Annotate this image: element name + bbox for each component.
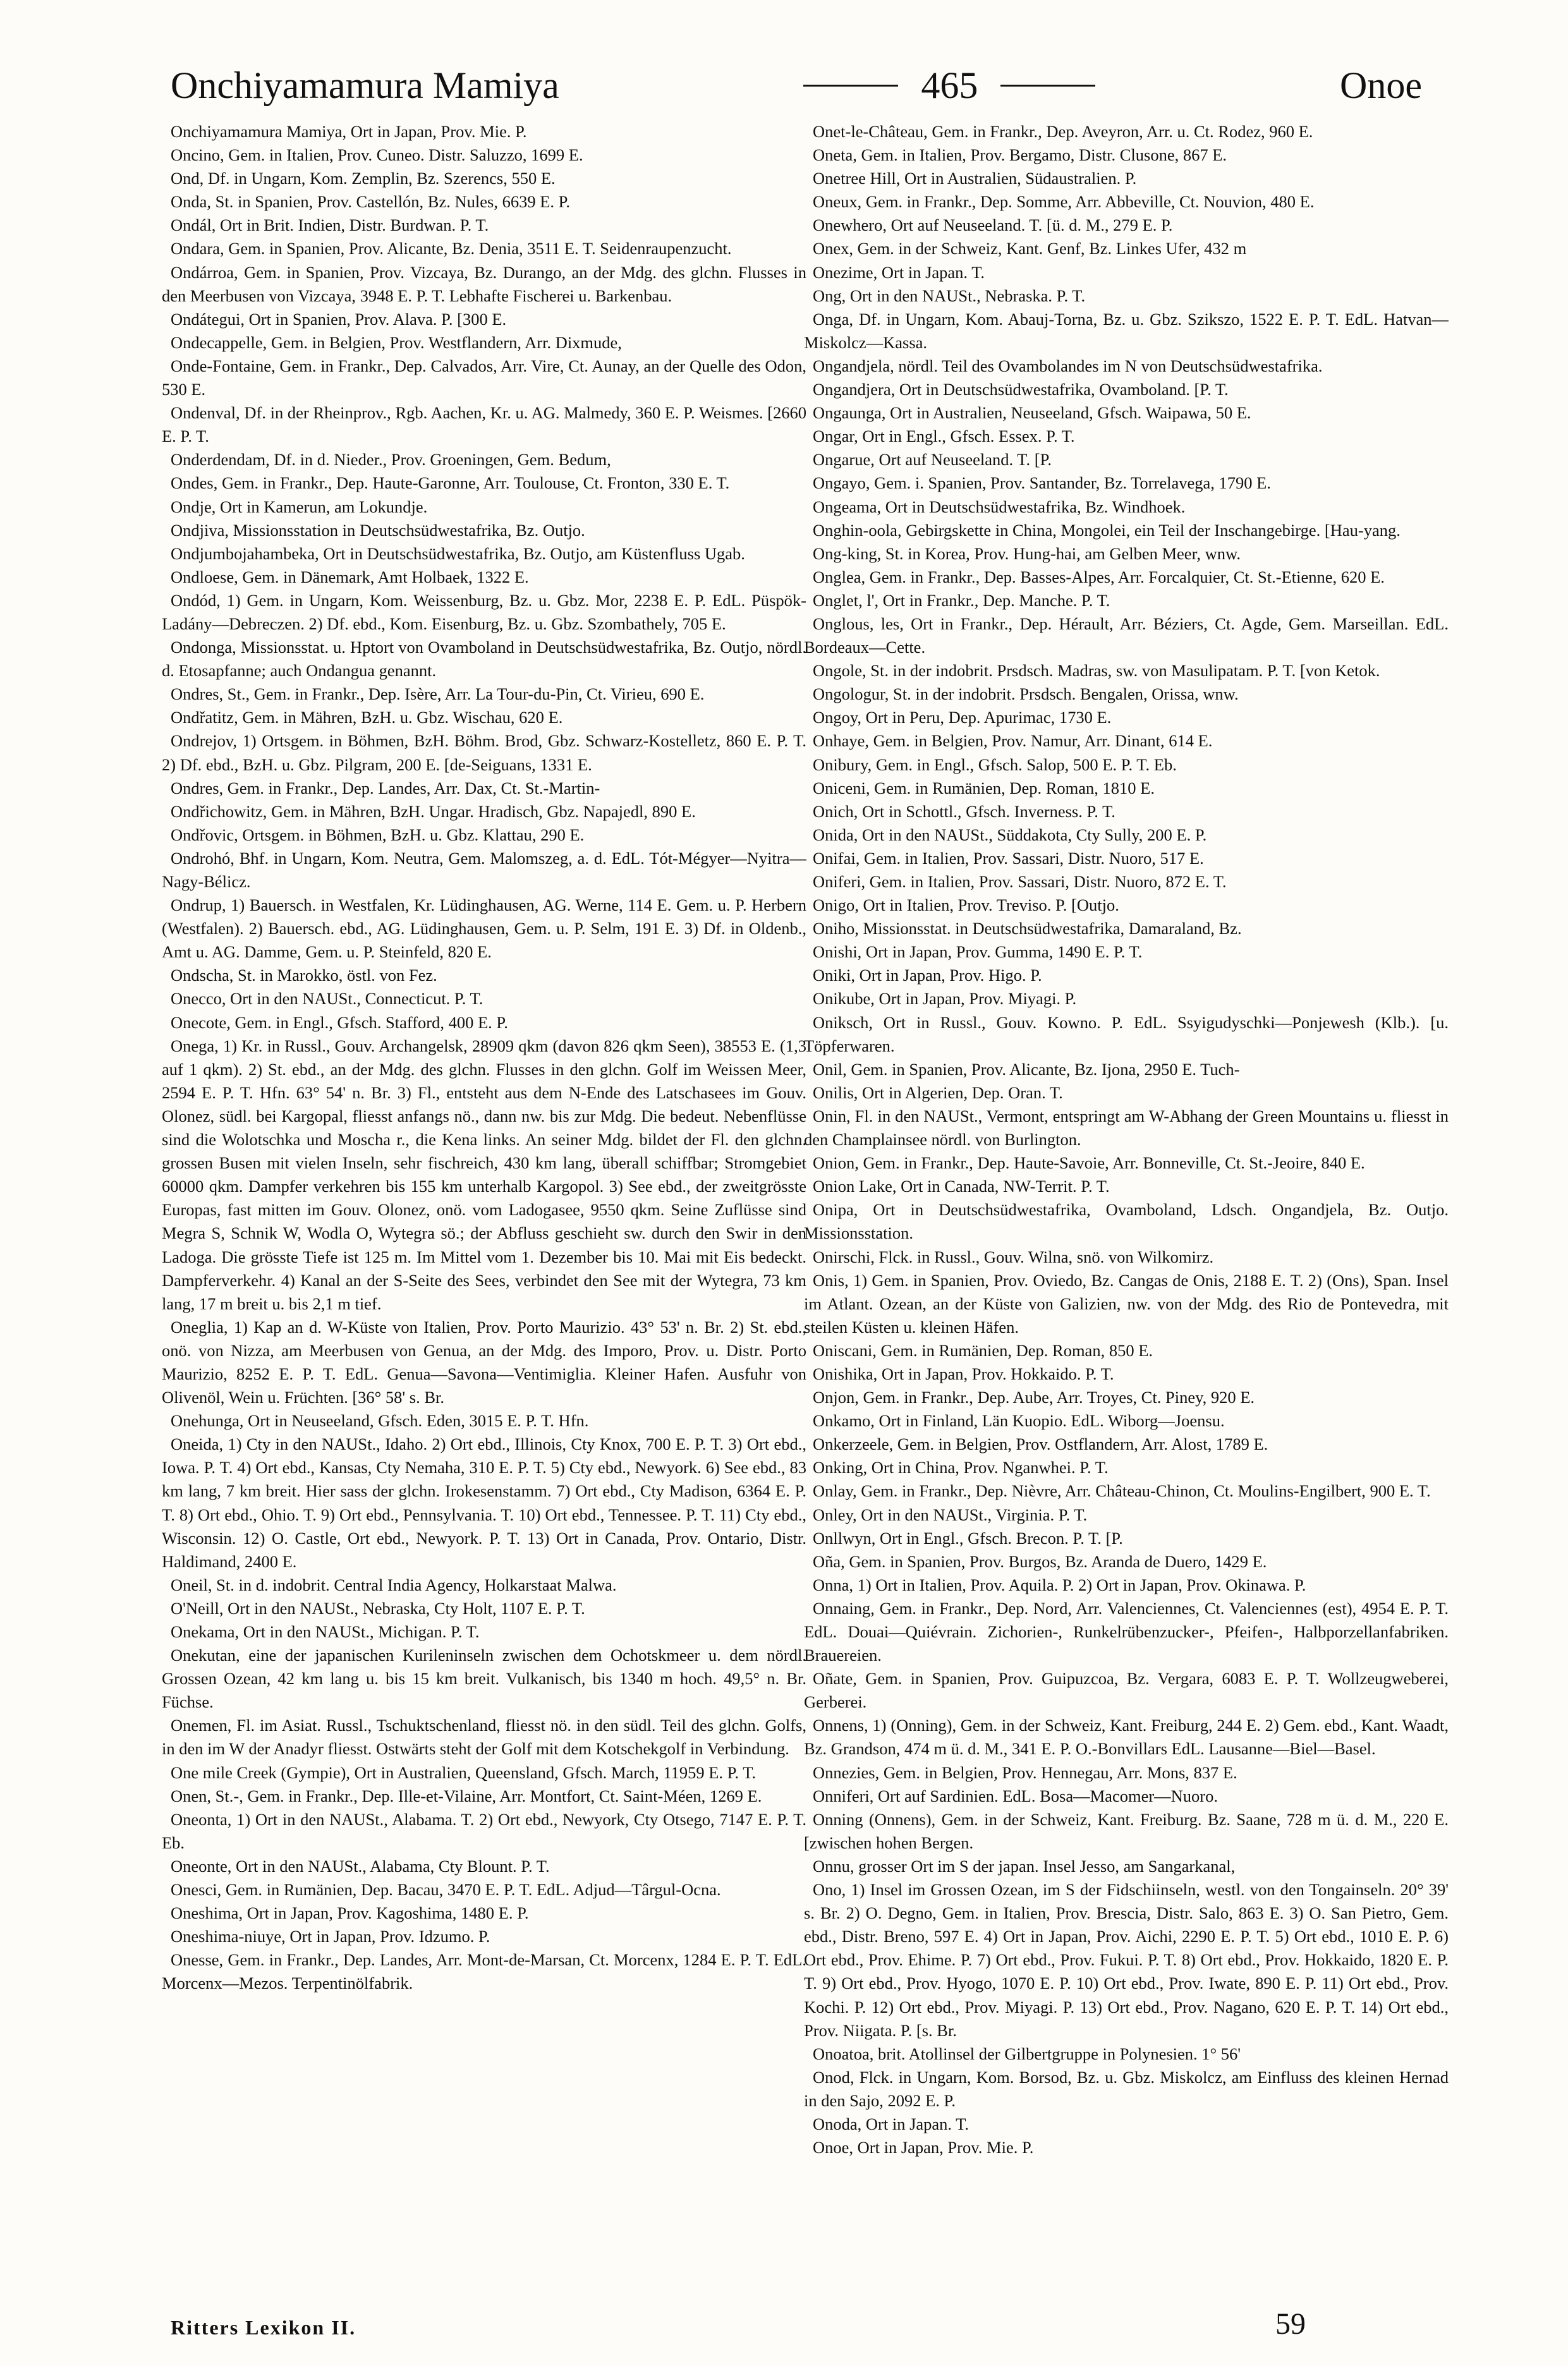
dictionary-entry: Onilis, Ort in Algerien, Dep. Oran. T. bbox=[813, 1083, 1063, 1102]
dictionary-entry: Oñate, Gem. in Spanien, Prov. Guipuzcoa, Bz. Vergara, 6083 E. P. T. Wollzeugweberei, Gerberei. bbox=[804, 1669, 1449, 1712]
header-right-headword: Onoe bbox=[1340, 64, 1422, 106]
dictionary-entry: Onishika, Ort in Japan, Prov. Hokkaido. P. T. bbox=[813, 1364, 1114, 1383]
dictionary-entry: Onil, Gem. in Spanien, Prov. Alicante, Bz. Ijona, 2950 E. Tuch- bbox=[813, 1059, 1240, 1079]
dictionary-entry: Onkerzeele, Gem. in Belgien, Prov. Ostflandern, Arr. Alost, 1789 E. bbox=[813, 1435, 1268, 1454]
dictionary-entry: Ondje, Ort in Kamerun, am Lokundje. bbox=[171, 497, 428, 516]
dictionary-entry: Onewhero, Ort auf Neuseeland. T. [ü. d. M., 279 E. P. bbox=[813, 215, 1173, 235]
dictionary-entry: Onikube, Ort in Japan, Prov. Miyagi. P. bbox=[813, 989, 1077, 1009]
dictionary-entry: Onnezies, Gem. in Belgien, Prov. Hennegau, Arr. Mons, 837 E. bbox=[813, 1762, 1237, 1782]
dictionary-entry: Oneshima, Ort in Japan, Prov. Kagoshima, 1480 E. P. bbox=[171, 1903, 529, 1923]
dictionary-entry: Ongeama, Ort in Deutschsüdwestafrika, Bz. Windhoek. bbox=[813, 497, 1186, 516]
dictionary-entry: Ondátegui, Ort in Spanien, Prov. Alava. P. [300 E. bbox=[171, 309, 507, 329]
dictionary-entry: Onod, Flck. in Ungarn, Kom. Borsod, Bz. u. Gbz. Miskolcz, am Einfluss des kleinen Hernad in den Sajo, 2092 E. P. bbox=[804, 2067, 1449, 2110]
dictionary-entry: Ondřatitz, Gem. in Mähren, BzH. u. Gbz. Wischau, 620 E. bbox=[171, 708, 563, 727]
dictionary-entry: Onjon, Gem. in Frankr., Dep. Aube, Arr. Troyes, Ct. Piney, 920 E. bbox=[813, 1388, 1255, 1407]
dictionary-entry: Onglous, les, Ort in Frankr., Dep. Hérault, Arr. Béziers, Ct. Agde, Gem. Marseillan. EdL. Bordeaux—Cette. bbox=[804, 614, 1449, 657]
header-left-headword: Onchiyamamura Mamiya bbox=[171, 64, 559, 106]
dictionary-entry: Ondara, Gem. in Spanien, Prov. Alicante, Bz. Denia, 3511 E. T. Seidenraupenzucht. bbox=[171, 239, 732, 258]
dictionary-entry: Ong, Ort in den NAUSt., Nebraska. P. T. bbox=[813, 286, 1086, 305]
dictionary-entry: Ondenval, Df. in der Rheinprov., Rgb. Aachen, Kr. u. AG. Malmedy, 360 E. P. Weismes. [2660 E. P. T. bbox=[162, 403, 806, 446]
dictionary-entry: Oneonta, 1) Ort in den NAUSt., Alabama. T. 2) Ort ebd., Newyork, Cty Otsego, 7147 E. P. T. Eb. bbox=[162, 1809, 806, 1852]
dictionary-entry: Ondrup, 1) Bauersch. in Westfalen, Kr. Lüdinghausen, AG. Werne, 114 E. Gem. u. P. Herbern (Westfalen). 2) Bauersch. ebd., AG. Lüdinghausen, Gem. u. P. Selm, 191 E. 3) Df. in Oldenb., Amt u. AG. Damme, Gem. u. P. Steinfeld, 820 E. bbox=[162, 895, 806, 962]
dictionary-entry: Onesci, Gem. in Rumänien, Dep. Bacau, 3470 E. P. T. EdL. Adjud—Târgul-Ocna. bbox=[171, 1880, 721, 1900]
dictionary-entry: Onoatoa, brit. Atollinsel der Gilbertgruppe in Polynesien. 1° 56' bbox=[813, 2044, 1241, 2063]
dictionary-entry: Ongarue, Ort auf Neuseeland. T. [P. bbox=[813, 450, 1052, 470]
dictionary-entry: Onnaing, Gem. in Frankr., Dep. Nord, Arr. Valenciennes, Ct. Valenciennes (est), 4954 E. P. T. EdL. Douai—Quiévrain. Zichorien-, Runkelrübenzucker-, Pfeifen-, Halbporzellanfabriken. Brauereien. bbox=[804, 1598, 1449, 1665]
page-number: 465 bbox=[921, 64, 978, 106]
dictionary-entry: Ondjiva, Missionsstation in Deutschsüdwestafrika, Bz. Outjo. bbox=[171, 520, 585, 540]
dictionary-entry: Oneida, 1) Cty in den NAUSt., Idaho. 2) Ort ebd., Illinois, Cty Knox, 700 E. P. T. 3) Ort ebd., Iowa. P. T. 4) Ort ebd., Kansas, Cty Nemaha, 310 E. P. T. 5) Cty ebd., Newyork. 6) See ebd., 83 km lang, 7 km breit. Hier sass der glchn. Irokesenstamm. 7) Ort ebd., Cty Madison, 6364 E. P. T. 8) Ort ebd., Ohio. T. 9) Ort ebd., Pennsylvania. T. 10) Ort ebd., Tennessee. P. T. 11) Cty ebd., Wisconsin. 12) O. Castle, Ort ebd., Newyork. P. T. 13) Ort in Canada, Prov. Ontario, Distr. Haldimand, 2400 E. bbox=[162, 1435, 806, 1571]
dictionary-entry: One mile Creek (Gympie), Ort in Australien, Queensland, Gfsch. March, 11959 E. P. T. bbox=[171, 1762, 757, 1782]
dictionary-entry: Onetree Hill, Ort in Australien, Südaustralien. P. bbox=[813, 169, 1137, 188]
dictionary-entry: Onniferi, Ort auf Sardinien. EdL. Bosa—Macomer—Nuoro. bbox=[813, 1786, 1218, 1805]
dictionary-entry: Onecco, Ort in den NAUSt., Connecticut. P. T. bbox=[171, 989, 483, 1009]
dictionary-entry: Ondjumbojahambeka, Ort in Deutschsüdwestafrika, Bz. Outjo, am Küstenfluss Ugab. bbox=[171, 543, 745, 563]
running-header bbox=[171, 38, 1422, 133]
dictionary-entry: Onghin-oola, Gebirgskette in China, Mongolei, ein Teil der Inschangebirge. [Hau-yang. bbox=[813, 520, 1401, 540]
right-column bbox=[804, 120, 1449, 2275]
dictionary-entry: Oniceni, Gem. in Rumänien, Dep. Roman, 1810 E. bbox=[813, 778, 1155, 798]
dictionary-entry: Ondonga, Missionsstat. u. Hptort von Ovamboland in Deutschsüdwestafrika, Bz. Outjo, nördl. d. Etosapfanne; auch Ondangua genannt. bbox=[162, 638, 806, 681]
dictionary-entry: Onna, 1) Ort in Italien, Prov. Aquila. P. 2) Ort in Japan, Prov. Okinawa. P. bbox=[813, 1575, 1306, 1594]
left-column bbox=[162, 120, 806, 2275]
dictionary-entry: Ondřichowitz, Gem. in Mähren, BzH. Ungar. Hradisch, Gbz. Napajedl, 890 E. bbox=[171, 801, 696, 821]
dictionary-entry: Onglea, Gem. in Frankr., Dep. Basses-Alpes, Arr. Forcalquier, Ct. St.-Etienne, 620 E. bbox=[813, 567, 1385, 586]
dictionary-entry: Onin, Fl. in den NAUSt., Vermont, entspringt am W-Abhang der Green Mountains u. fliesst in den Champlainsee nördl. von Burlington. bbox=[804, 1106, 1449, 1150]
dictionary-entry: Ongole, St. in der indobrit. Prsdsch. Madras, sw. von Masulipatam. P. T. [von Ketok. bbox=[813, 661, 1380, 681]
dictionary-entry: Onega, 1) Kr. in Russl., Gouv. Archangelsk, 28909 qkm (davon 826 qkm Seen), 38553 E. (1,3 auf 1 qkm). 2) St. ebd., an der Mdg. des glchn. Flusses in den glchn. Golf im Weissen Meer, 2594 E. P. T. Hfn. 63° 54' n. Br. 3) Fl., entsteht aus dem N-Ende des Latschasees im Gouv. Olonez, südl. bei Kargopal, fliesst anfangs nö., dann nw. bis zur Mdg. Die bedeut. Nebenflüsse sind die Wolotschka und Moscha r., die Kena links. An seiner Mdg. bildet der Fl. den glchn. grossen Busen mit vielen Inseln, sehr fischreich, 430 km lang, überall schiffbar; Stromgebiet 60000 qkm. Dampfer verkehren bis 155 km unterhalb Kargopol. 3) See ebd., der zweitgrösste Europas, fast mitten im Gouv. Olonez, onö. vom Ladogasee, 9550 qkm. Seine Zuflüsse sind Megra S, Schnik W, Wodla O, Wytegra sö.; der Abfluss geschieht sw. durch den Swir in den Ladoga. Die grösste Tiefe ist 125 m. Im Mittel vom 1. Dezember bis 10. Mai mit Eis bedeckt. Dampferverkehr. 4) Kanal an der S-Seite des Sees, verbindet den See mit der Wytegra, 73 km lang, 17 m breit u. bis 2,1 m tief. bbox=[162, 1036, 806, 1313]
dictionary-entry: Onet-le-Château, Gem. in Frankr., Dep. Aveyron, Arr. u. Ct. Rodez, 960 E. bbox=[813, 122, 1313, 141]
dictionary-entry: Oniksch, Ort in Russl., Gouv. Kowno. P. EdL. Ssyigudyschki—Ponjewesh (Klb.). [u. Töpferwaren. bbox=[804, 1012, 1449, 1055]
dictionary-entry: Onex, Gem. in der Schweiz, Kant. Genf, Bz. Linkes Ufer, 432 m bbox=[813, 239, 1247, 258]
header-rule-right bbox=[1000, 85, 1095, 87]
dictionary-entry: Ongoy, Ort in Peru, Dep. Apurimac, 1730 E. bbox=[813, 708, 1112, 727]
dictionary-entry: Oncino, Gem. in Italien, Prov. Cuneo. Distr. Saluzzo, 1699 E. bbox=[171, 145, 583, 165]
dictionary-entry: Oniscani, Gem. in Rumänien, Dep. Roman, 850 E. bbox=[813, 1340, 1153, 1360]
dictionary-entry: Onde-Fontaine, Gem. in Frankr., Dep. Calvados, Arr. Vire, Ct. Aunay, an der Quelle des Odon, 530 E. bbox=[162, 356, 806, 399]
dictionary-entry: Onking, Ort in China, Prov. Nganwhei. P. T. bbox=[813, 1458, 1109, 1477]
dictionary-entry: Onlay, Gem. in Frankr., Dep. Nièvre, Arr. Château-Chinon, Ct. Moulins-Engilbert, 900 E. T. bbox=[813, 1481, 1431, 1501]
header-rule-left bbox=[803, 85, 898, 87]
dictionary-entry: Oneshima-niuye, Ort in Japan, Prov. Idzumo. P. bbox=[171, 1927, 490, 1946]
dictionary-entry: Onley, Ort in den NAUSt., Virginia. P. T. bbox=[813, 1505, 1088, 1524]
dictionary-entry: Ono, 1) Insel im Grossen Ozean, im S der Fidschiinseln, westl. von den Tongainseln. 20° 39' s. Br. 2) O. Degno, Gem. in Italien, Prov. Brescia, Distr. Salo, 863 E. 3) O. San Pietro, Gem. ebd., Distr. Breno, 597 E. 4) Ort in Japan, Prov. Aichi, 2290 E. P. T. 5) Ort ebd., 1010 E. P. 6) Ort ebd., Prov. Ehime. P. 7) Ort ebd., Prov. Fukui. P. T. 8) Ort ebd., Prov. Hokkaido, 1820 E. P. T. 9) Ort ebd., Prov. Hyogo, 1070 E. P. 10) Ort ebd., Prov. Iwate, 890 E. P. 11) Ort ebd., Prov. Kochi. P. 12) Ort ebd., Prov. Miyagi. P. 13) Ort ebd., Prov. Nagano, 620 E. P. T. 14) Ort ebd., Prov. Niigata. P. [s. Br. bbox=[804, 1880, 1449, 2040]
footer-signature: Ritters Lexikon II. bbox=[171, 2316, 356, 2339]
dictionary-entry: Onehunga, Ort in Neuseeland, Gfsch. Eden, 3015 E. P. T. Hfn. bbox=[171, 1411, 589, 1431]
dictionary-entry: Onnens, 1) (Onning), Gem. in der Schweiz, Kant. Freiburg, 244 E. 2) Gem. ebd., Kant. Waadt, Bz. Grandson, 474 m ü. d. M., 341 E. P. O.-Bonvillars EdL. Lausanne—Biel—Basel. bbox=[804, 1716, 1449, 1759]
dictionary-entry: Ond, Df. in Ungarn, Kom. Zemplin, Bz. Szerencs, 550 E. bbox=[171, 169, 556, 188]
header-page-number-group bbox=[803, 64, 1095, 107]
dictionary-entry: Ondřovic, Ortsgem. in Böhmen, BzH. u. Gbz. Klattau, 290 E. bbox=[171, 825, 585, 844]
dictionary-entry: Onen, St.-, Gem. in Frankr., Dep. Ille-et-Vilaine, Arr. Montfort, Ct. Saint-Méen, 1269 E. bbox=[171, 1786, 762, 1805]
dictionary-entry: Onibury, Gem. in Engl., Gfsch. Salop, 500 E. P. T. Eb. bbox=[813, 755, 1177, 774]
dictionary-entry: Oneux, Gem. in Frankr., Dep. Somme, Arr. Abbeville, Ct. Nouvion, 480 E. bbox=[813, 192, 1315, 212]
dictionary-entry: Ong-king, St. in Korea, Prov. Hung-hai, am Gelben Meer, wnw. bbox=[813, 543, 1241, 563]
dictionary-entry: Ondrohó, Bhf. in Ungarn, Kom. Neutra, Gem. Malomszeg, a. d. EdL. Tót-Mégyer—Nyitra—Nagy-Bélicz. bbox=[162, 848, 806, 891]
dictionary-entry: Oneonte, Ort in den NAUSt., Alabama, Cty Blount. P. T. bbox=[171, 1856, 550, 1876]
dictionary-entry: Ondrejov, 1) Ortsgem. in Böhmen, BzH. Böhm. Brod, Gbz. Schwarz-Kostelletz, 860 E. P. T. 2) Df. ebd., BzH. u. Gbz. Pilgram, 200 E. [de-Seiguans, 1331 E. bbox=[162, 731, 806, 774]
dictionary-entry: Onesse, Gem. in Frankr., Dep. Landes, Arr. Mont-de-Marsan, Ct. Morcenx, 1284 E. P. T. EdL. Morcenx—Mezos. Terpentinölfabrik. bbox=[162, 1950, 806, 1993]
dictionary-entry: Ondecappelle, Gem. in Belgien, Prov. Westflandern, Arr. Dixmude, bbox=[171, 332, 622, 352]
dictionary-entry: Onda, St. in Spanien, Prov. Castellón, Bz. Nules, 6639 E. P. bbox=[171, 192, 571, 212]
dictionary-entry: Onning (Onnens), Gem. in der Schweiz, Kant. Freiburg. Bz. Saane, 728 m ü. d. M., 220 E. [zwischen hohen Bergen. bbox=[804, 1809, 1449, 1852]
dictionary-entry: Ondres, St., Gem. in Frankr., Dep. Isère, Arr. La Tour-du-Pin, Ct. Virieu, 690 E. bbox=[171, 684, 705, 704]
dictionary-entry: Ongologur, St. in der indobrit. Prsdsch. Bengalen, Orissa, wnw. bbox=[813, 684, 1239, 704]
dictionary-entry: Ondód, 1) Gem. in Ungarn, Kom. Weissenburg, Bz. u. Gbz. Mor, 2238 E. P. EdL. Püspök-Ladány—Debreczen. 2) Df. ebd., Kom. Eisenburg, Bz. u. Gbz. Szombathely, 705 E. bbox=[162, 590, 806, 633]
dictionary-entry: Ongandjera, Ort in Deutschsüdwestafrika, Ovamboland. [P. T. bbox=[813, 380, 1229, 399]
dictionary-entry: Onida, Ort in den NAUSt., Süddakota, Cty Sully, 200 E. P. bbox=[813, 825, 1207, 844]
dictionary-entry: Onion, Gem. in Frankr., Dep. Haute-Savoie, Arr. Bonneville, Ct. St.-Jeoire, 840 E. bbox=[813, 1153, 1365, 1173]
dictionary-entry: Ongar, Ort in Engl., Gfsch. Essex. P. T. bbox=[813, 427, 1075, 446]
dictionary-entry: Ondres, Gem. in Frankr., Dep. Landes, Arr. Dax, Ct. St.-Martin- bbox=[171, 778, 600, 798]
dictionary-entry: Onipa, Ort in Deutschsüdwestafrika, Ovamboland, Ldsch. Ongandjela, Bz. Outjo. Missionsstation. bbox=[804, 1200, 1449, 1243]
dictionary-entry: Onecote, Gem. in Engl., Gfsch. Stafford, 400 E. P. bbox=[171, 1012, 508, 1032]
dictionary-entry: Oniho, Missionsstat. in Deutschsüdwestafrika, Damaraland, Bz. bbox=[813, 919, 1242, 938]
dictionary-entry: Onoe, Ort in Japan, Prov. Mie. P. bbox=[813, 2138, 1034, 2157]
dictionary-entry: Onich, Ort in Schottl., Gfsch. Inverness. P. T. bbox=[813, 801, 1115, 821]
dictionary-entry: Onkamo, Ort in Finland, Län Kuopio. EdL. Wiborg—Joensu. bbox=[813, 1411, 1225, 1431]
dictionary-entry: Ondál, Ort in Brit. Indien, Distr. Burdwan. P. T. bbox=[171, 215, 489, 235]
dictionary-entry: Oniki, Ort in Japan, Prov. Higo. P. bbox=[813, 966, 1042, 985]
dictionary-entry: Onoda, Ort in Japan. T. bbox=[813, 2114, 969, 2133]
dictionary-entry: O'Neill, Ort in den NAUSt., Nebraska, Cty Holt, 1107 E. P. T. bbox=[171, 1598, 585, 1618]
dictionary-entry: Oña, Gem. in Spanien, Prov. Burgos, Bz. Aranda de Duero, 1429 E. bbox=[813, 1551, 1267, 1571]
dictionary-entry: Onekutan, eine der japanischen Kurileninseln zwischen dem Ochotskmeer u. dem nördl. Grossen Ozean, 42 km lang u. bis 15 km breit. Vulkanisch, bis 1340 m hoch. 49,5° n. Br. Füchse. bbox=[162, 1646, 806, 1712]
dictionary-entry: Onirschi, Flck. in Russl., Gouv. Wilna, snö. von Wilkomirz. bbox=[813, 1247, 1214, 1266]
dictionary-entry: Onishi, Ort in Japan, Prov. Gumma, 1490 E. P. T. bbox=[813, 942, 1143, 962]
dictionary-entry: Onekama, Ort in den NAUSt., Michigan. P. T. bbox=[171, 1622, 480, 1641]
dictionary-entry: Ongaunga, Ort in Australien, Neuseeland, Gfsch. Waipawa, 50 E. bbox=[813, 403, 1251, 423]
dictionary-entry: Onigo, Ort in Italien, Prov. Treviso. P. [Outjo. bbox=[813, 895, 1119, 915]
dictionary-entry: Onifai, Gem. in Italien, Prov. Sassari, Distr. Nuoro, 517 E. bbox=[813, 848, 1204, 868]
dictionary-entry: Onis, 1) Gem. in Spanien, Prov. Oviedo, Bz. Cangas de Onis, 2188 E. T. 2) (Ons), Span. Insel im Atlant. Ozean, an der Küste von Galizien, nw. von der Mdg. des Rio de Pontevedra, mit steilen Küsten u. kleinen Häfen. bbox=[804, 1270, 1449, 1337]
dictionary-entry: Onnu, grosser Ort im S der japan. Insel Jesso, am Sangarkanal, bbox=[813, 1856, 1236, 1876]
dictionary-entry: Onchiyamamura Mamiya, Ort in Japan, Prov. Mie. P. bbox=[171, 122, 527, 141]
dictionary-entry: Ondloese, Gem. in Dänemark, Amt Holbaek, 1322 E. bbox=[171, 567, 529, 586]
dictionary-entry: Oneta, Gem. in Italien, Prov. Bergamo, Distr. Clusone, 867 E. bbox=[813, 145, 1227, 165]
dictionary-entry: Ondscha, St. in Marokko, östl. von Fez. bbox=[171, 966, 437, 985]
dictionary-entry: Oniferi, Gem. in Italien, Prov. Sassari, Distr. Nuoro, 872 E. T. bbox=[813, 872, 1227, 891]
dictionary-entry: Onemen, Fl. im Asiat. Russl., Tschuktschenland, fliesst nö. in den südl. Teil des glchn. Golfs, in den im W der Anadyr fliesst. Ostwärts steht der Golf mit dem Kotschekgolf in Verbindung. bbox=[162, 1716, 806, 1759]
dictionary-entry: Onhaye, Gem. in Belgien, Prov. Namur, Arr. Dinant, 614 E. bbox=[813, 731, 1213, 751]
dictionary-entry: Ondes, Gem. in Frankr., Dep. Haute-Garonne, Arr. Toulouse, Ct. Fronton, 330 E. T. bbox=[171, 473, 730, 493]
footer-sheet-number: 59 bbox=[1275, 2307, 1306, 2341]
dictionary-entry: Onezime, Ort in Japan. T. bbox=[813, 262, 985, 282]
dictionary-entry: Onion Lake, Ort in Canada, NW-Territ. P. T. bbox=[813, 1177, 1110, 1196]
dictionary-entry: Onderdendam, Df. in d. Nieder., Prov. Groeningen, Gem. Bedum, bbox=[171, 450, 611, 470]
dictionary-entry: Oneil, St. in d. indobrit. Central India Agency, Holkarstaat Malwa. bbox=[171, 1575, 617, 1594]
dictionary-entry: Ongandjela, nördl. Teil des Ovambolandes im N von Deutschsüdwestafrika. bbox=[813, 356, 1323, 375]
dictionary-entry: Onllwyn, Ort in Engl., Gfsch. Brecon. P. T. [P. bbox=[813, 1528, 1123, 1548]
dictionary-entry: Ondárroa, Gem. in Spanien, Prov. Vizcaya, Bz. Durango, an der Mdg. des glchn. Flusses in den Meerbusen von Vizcaya, 3948 E. P. T. Lebhafte Fischerei u. Barkenbau. bbox=[162, 262, 806, 305]
dictionary-entry: Onglet, l', Ort in Frankr., Dep. Manche. P. T. bbox=[813, 590, 1110, 610]
dictionary-entry: Oneglia, 1) Kap an d. W-Küste von Italien, Prov. Porto Maurizio. 43° 53' n. Br. 2) St. ebd., onö. von Nizza, am Meerbusen von Genua, an der Mdg. des Imporo, Prov. u. Distr. Porto Maurizio, 8252 E. P. T. EdL. Genua—Savona—Ventimiglia. Kleiner Hafen. Ausfuhr von Olivenöl, Wein u. Früchten. [36° 58' s. Br. bbox=[162, 1317, 806, 1407]
dictionary-entry: Ongayo, Gem. i. Spanien, Prov. Santander, Bz. Torrelavega, 1790 E. bbox=[813, 473, 1271, 493]
dictionary-entry: Onga, Df. in Ungarn, Kom. Abauj-Torna, Bz. u. Gbz. Szikszo, 1522 E. P. T. EdL. Hatvan—Miskolcz—Kassa. bbox=[804, 309, 1449, 352]
